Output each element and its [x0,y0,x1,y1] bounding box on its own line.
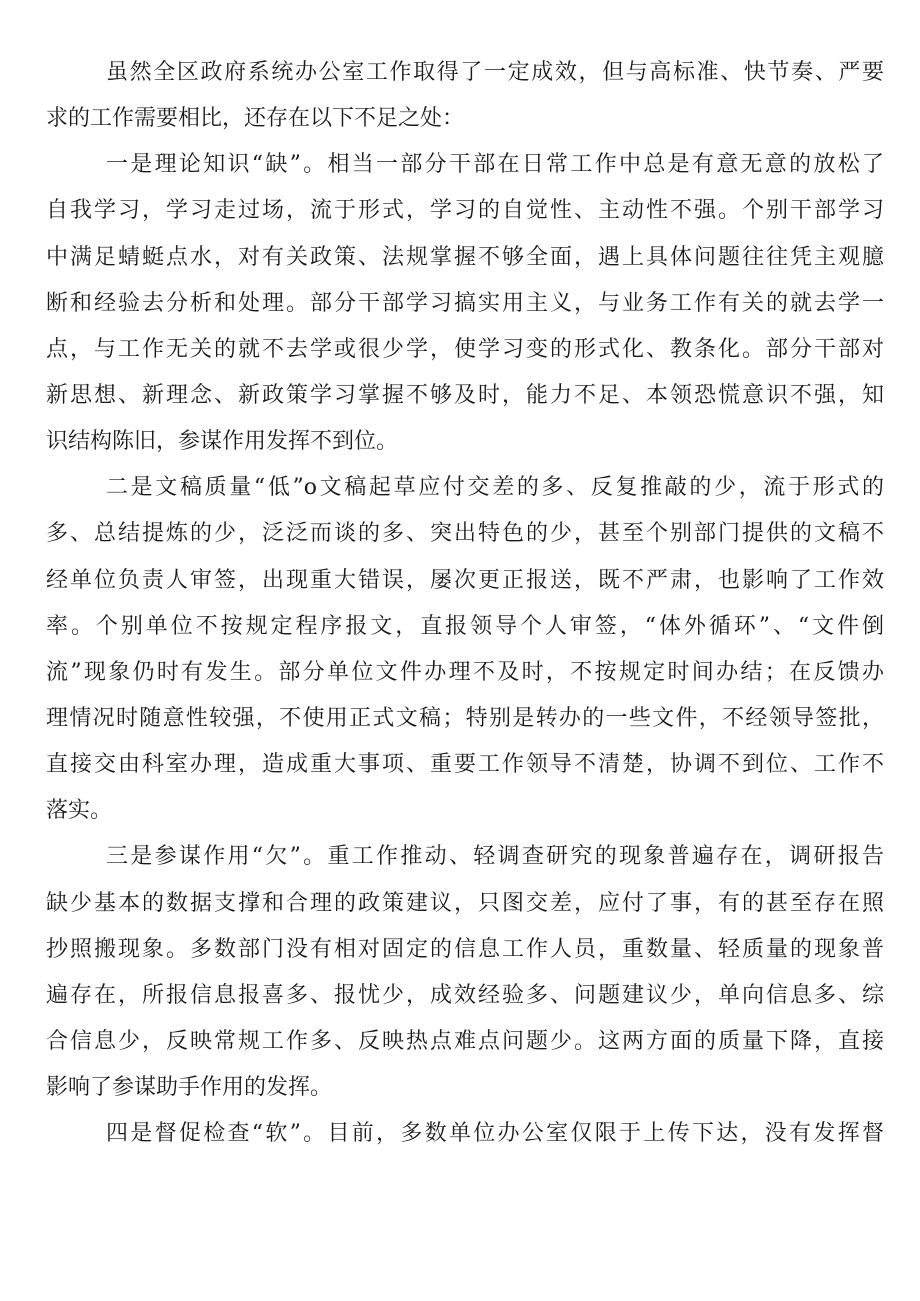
text-line: 点，与工作无关的就不去学或很少学，使学习变的形式化、教条化。部分干部对 [46,336,884,362]
text-line: 遍存在，所报信息报喜多、报忧少，成效经验多、问题建议少，单向信息多、综 [46,982,884,1008]
paragraph-point-2 [46,465,884,834]
text-line: 经单位负责人审签，出现重大错误，屡次更正报送，既不严肃，也影响了工作效 [46,567,884,593]
text-line: 合信息少，反映常规工作多、反映热点难点问题少。这两方面的质量下降，直接 [46,1028,884,1054]
text-line: 抄照搬现象。多数部门没有相对固定的信息工作人员，重数量、轻质量的现象普 [46,936,884,962]
text-line: 自我学习，学习走过场，流于形式，学习的自觉性、主动性不强。个别干部学习 [46,198,884,224]
text-line: 一是理论知识“缺”。相当一部分干部在日常工作中总是有意无意的放松了 [106,152,884,178]
text-line: 求的工作需要相比，还存在以下不足之处： [46,106,465,132]
text-line: 新思想、新理念、新政策学习掌握不够及时，能力不足、本领恐慌意识不强，知 [46,382,884,408]
text-line: 三是参谋作用“欠”。重工作推动、轻调查研究的现象普遍存在，调研报告 [106,844,884,870]
text-line: 多、总结提炼的少，泛泛而谈的多、突出特色的少，甚至个别部门提供的文稿不 [46,521,884,547]
text-line: 率。个别单位不按规定程序报文，直报领导个人审签，“体外循环”、“文件倒 [46,613,884,639]
text-line: 虽然全区政府系统办公室工作取得了一定成效，但与高标准、快节奏、严要 [106,60,884,85]
paragraph-point-4 [46,1111,884,1157]
text-line: 直接交由科室办理，造成重大事项、重要工作领导不清楚，协调不到位、工作不 [46,752,884,778]
text-line: 缺少基本的数据支撑和合理的政策建议，只图交差，应付了事，有的甚至存在照 [46,890,884,916]
text-line: 四是督促检查“软”。目前，多数单位办公室仅限于上传下达，没有发挥督 [106,1121,884,1147]
text-line: 理情况时随意性较强，不使用正式文稿；特别是转办的一些文件，不经领导签批， [46,705,884,731]
paragraph-point-3 [46,834,884,1111]
text-line: 中满足蜻蜓点水，对有关政策、法规掌握不够全面，遇上具体问题往往凭主观臆 [46,244,884,270]
text-line: 落实。 [46,798,113,824]
paragraph-point-1 [46,142,884,465]
text-line: 影响了参谋助手作用的发挥。 [46,1075,333,1101]
paragraph-intro [46,50,884,142]
text-line: 二是文稿质量“低”o文稿起草应付交差的多、反复推敲的少，流于形式的 [106,475,884,501]
text-line: 识结构陈旧，参谋作用发挥不到位。 [46,429,399,455]
text-line: 断和经验去分析和处理。部分干部学习搞实用主义，与业务工作有关的就去学一 [46,290,884,316]
text-line: 流”现象仍时有发生。部分单位文件办理不及时，不按规定时间办结；在反馈办 [46,659,884,685]
